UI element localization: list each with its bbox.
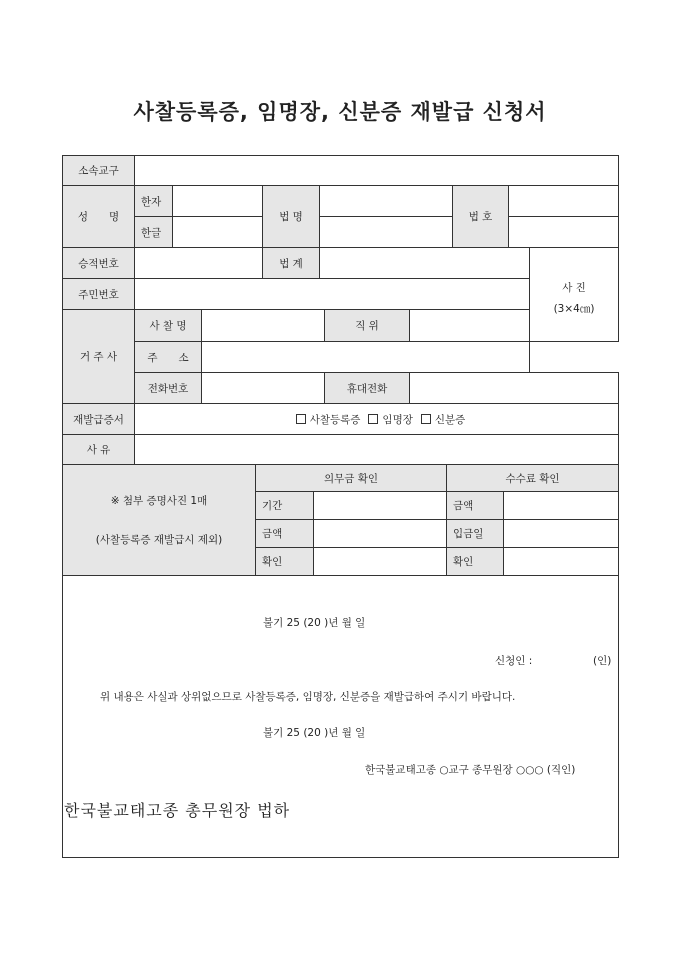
option-id-card: 신분증 (434, 413, 466, 426)
resident-number-field[interactable] (134, 278, 530, 310)
hangul-label: 한글 (134, 216, 173, 248)
fee-confirm-field[interactable] (503, 547, 619, 576)
duty-period-label: 기간 (255, 491, 314, 520)
mobile-label: 휴대전화 (324, 372, 410, 404)
dharma-name-field-2[interactable] (319, 216, 453, 248)
phone-field[interactable] (201, 372, 325, 404)
dharma-number-field-2[interactable] (508, 216, 619, 248)
hanja-label: 한자 (134, 185, 173, 217)
official-signature: 한국불교태고종 ○교구 종무원장 ○○○ (직인) (365, 764, 576, 776)
hangul-field[interactable] (172, 216, 263, 248)
resident-number-label: 주민번호 (62, 278, 135, 310)
dharma-name-label: 법 명 (262, 185, 320, 248)
attachment-note: ※ 첨부 증명사진 1매 (110, 495, 208, 507)
position-field[interactable] (409, 309, 530, 342)
fee-amount-field[interactable] (503, 491, 619, 520)
checkbox-temple-registration[interactable] (296, 414, 306, 424)
duty-confirm-field[interactable] (313, 547, 447, 576)
fee-date-field[interactable] (503, 519, 619, 548)
ordination-number-field[interactable] (134, 247, 263, 279)
position-label: 직 위 (324, 309, 410, 342)
reissue-options (134, 403, 619, 435)
reason-field[interactable] (134, 434, 619, 465)
ordination-number-label: 승적번호 (62, 247, 135, 279)
duty-check-title: 의무금 확인 (255, 464, 447, 492)
mobile-field[interactable] (409, 372, 619, 404)
fee-confirm-label: 확인 (446, 547, 504, 576)
photo-label: 사 진 (562, 281, 586, 294)
temple-name-label: 사 찰 명 (134, 309, 202, 342)
reason-label: 사 유 (62, 434, 135, 465)
duty-confirm-label: 확인 (255, 547, 314, 576)
date-line-2: 불기 25 (20 )년 월 일 (263, 727, 366, 739)
hanja-field[interactable] (172, 185, 263, 217)
fee-date-label: 입금일 (446, 519, 504, 548)
dharma-number-field-1[interactable] (508, 185, 619, 217)
attachment-exception: (사찰등록증 재발급시 제외) (95, 534, 223, 546)
dharma-number-label: 법 호 (452, 185, 509, 248)
duty-amount-field[interactable] (313, 519, 447, 548)
phone-label: 전화번호 (134, 372, 202, 404)
name-label: 성 명 (62, 185, 135, 248)
precepts-label: 법 계 (262, 247, 320, 279)
option-appointment: 임명장 (382, 413, 413, 426)
declaration-statement: 위 내용은 사실과 상위없으므로 사찰등록증, 임명장, 신분증을 재발급하여 주시기 바랍니다. (100, 691, 516, 703)
address-label: 주 소 (134, 341, 202, 373)
residence-label: 거 주 사 (62, 309, 135, 404)
affiliation-label: 소속교구 (62, 155, 135, 186)
dharma-name-field-1[interactable] (319, 185, 453, 217)
attachment-note-box (62, 464, 256, 576)
temple-name-field[interactable] (201, 309, 325, 342)
duty-amount-label: 금액 (255, 519, 314, 548)
photo-box[interactable] (529, 247, 619, 342)
fee-amount-label: 금액 (446, 491, 504, 520)
checkbox-id-card[interactable] (421, 414, 431, 424)
option-temple-registration: 사찰등록증 (309, 413, 361, 426)
form-title: 사찰등록증, 임명장, 신분증 재발급 신청서 (133, 100, 547, 124)
reissue-label: 재발급증서 (62, 403, 135, 435)
applicant-seal: (인) (593, 655, 612, 667)
checkbox-appointment[interactable] (368, 414, 378, 424)
duty-period-field[interactable] (313, 491, 447, 520)
fee-check-title: 수수료 확인 (446, 464, 619, 492)
applicant-label: 신청인 : (495, 655, 533, 667)
photo-size: (3×4㎝) (553, 302, 595, 315)
date-line-1: 불기 25 (20 )년 월 일 (263, 617, 366, 629)
affiliation-field[interactable] (134, 155, 619, 186)
address-field[interactable] (201, 341, 530, 373)
precepts-field[interactable] (319, 247, 530, 279)
addressee: 한국불교태고종 총무원장 법하 (64, 801, 291, 820)
